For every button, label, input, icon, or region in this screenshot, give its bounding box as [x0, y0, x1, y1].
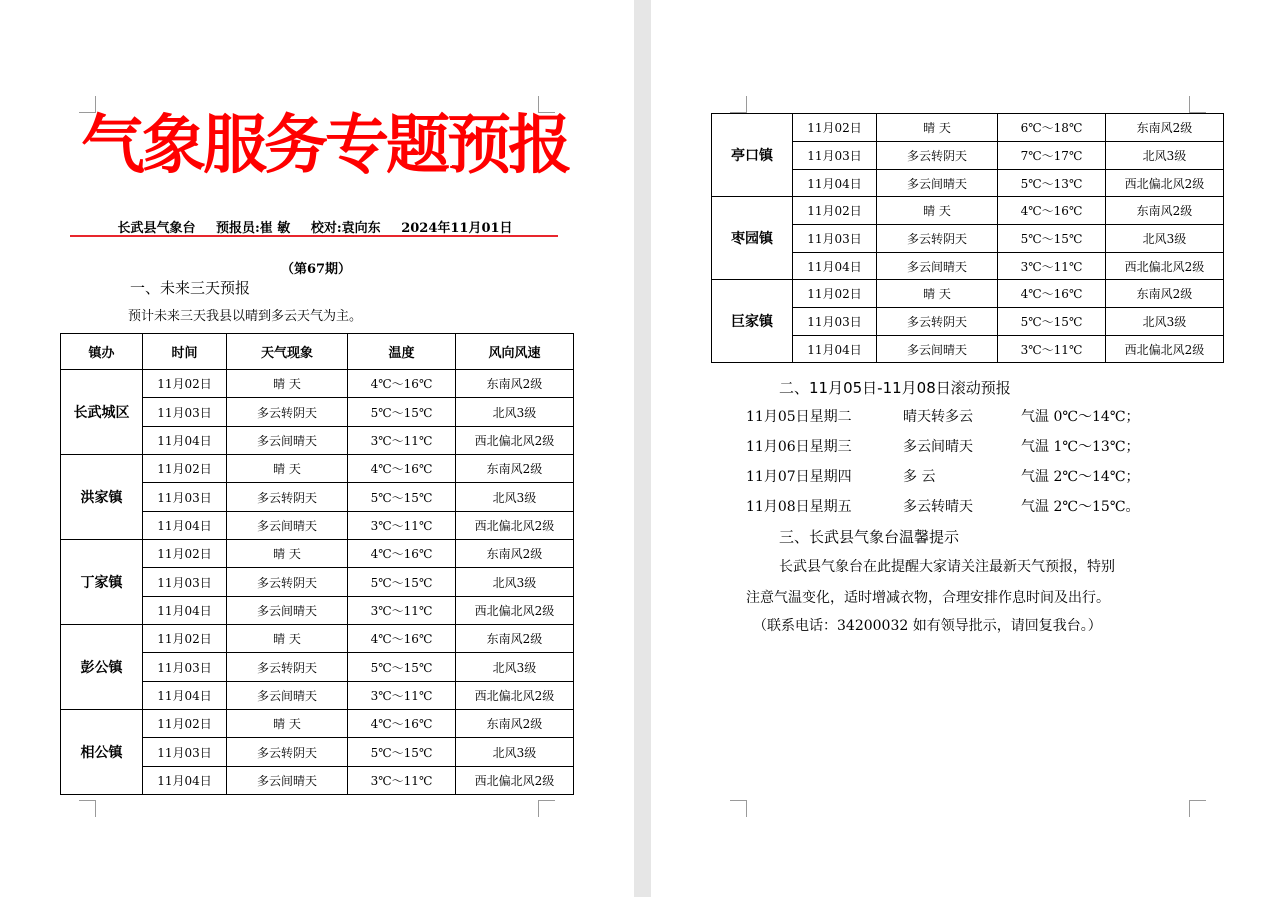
temperature-cell: 3℃～11℃	[348, 767, 456, 795]
wind-cell: 东南风2级	[456, 455, 574, 483]
temperature-cell: 4℃～16℃	[348, 540, 456, 568]
byline-org: 长武县气象台	[117, 221, 196, 236]
wind-cell: 东南风2级	[1106, 197, 1224, 225]
wind-cell: 东南风2级	[456, 370, 574, 398]
weather-cell: 多云间晴天	[877, 170, 998, 197]
date-cell: 11月04日	[793, 336, 877, 363]
weather-cell: 多云转阴天	[877, 308, 998, 336]
weather-cell: 晴 天	[877, 114, 998, 142]
weather-cell: 多云间晴天	[877, 336, 998, 363]
weather-cell: 晴 天	[227, 540, 348, 568]
weather-cell: 多云转阴天	[227, 483, 348, 512]
weather-cell: 晴 天	[227, 710, 348, 738]
section1-summary: 预计未来三天我县以晴到多云天气为主。	[128, 309, 363, 324]
wind-cell: 北风3级	[456, 568, 574, 597]
rolling-weather: 多 云	[903, 469, 936, 485]
date-cell: 11月02日	[143, 710, 227, 738]
date-cell: 11月03日	[793, 225, 877, 253]
byline	[70, 217, 560, 236]
section3-heading: 三、长武县气象台温馨提示	[779, 528, 960, 546]
weather-cell: 多云间晴天	[227, 597, 348, 625]
temperature-cell: 4℃～16℃	[998, 280, 1106, 308]
temperature-cell: 5℃～15℃	[998, 225, 1106, 253]
temperature-cell: 5℃～13℃	[998, 170, 1106, 197]
wind-cell: 西北偏北风2级	[456, 512, 574, 540]
temperature-cell: 3℃～11℃	[348, 427, 456, 455]
weather-cell: 多云转阴天	[227, 398, 348, 427]
wind-cell: 北风3级	[456, 483, 574, 512]
rolling-temp: 气温 2℃～15℃。	[1021, 499, 1140, 515]
document-page-2	[651, 0, 1284, 897]
wind-cell: 西北偏北风2级	[456, 597, 574, 625]
wind-cell: 东南风2级	[456, 710, 574, 738]
rolling-date: 11月05日星期二	[746, 409, 852, 425]
column-header: 天气现象	[227, 334, 348, 370]
rolling-date: 11月08日星期五	[746, 499, 852, 515]
tips-line-1: 长武县气象台在此提醒大家请关注最新天气预报，特别	[779, 559, 1115, 575]
weather-cell: 多云间晴天	[227, 512, 348, 540]
temperature-cell: 5℃～15℃	[348, 653, 456, 682]
rolling-temp: 气温 0℃～14℃；	[1021, 409, 1140, 425]
weather-cell: 多云间晴天	[227, 767, 348, 795]
weather-cell: 多云转阴天	[227, 568, 348, 597]
town-name: 长武城区	[61, 370, 143, 455]
town-name: 枣园镇	[712, 197, 793, 280]
weather-cell: 晴 天	[227, 370, 348, 398]
date-cell: 11月03日	[793, 308, 877, 336]
town-name: 相公镇	[61, 710, 143, 795]
temperature-cell: 4℃～16℃	[348, 710, 456, 738]
temperature-cell: 3℃～11℃	[348, 682, 456, 710]
date-cell: 11月04日	[793, 170, 877, 197]
rolling-weather: 多云转晴天	[903, 499, 973, 515]
date-cell: 11月03日	[143, 483, 227, 512]
weather-cell: 多云间晴天	[877, 253, 998, 280]
table-row	[712, 280, 1224, 308]
temperature-cell: 4℃～16℃	[348, 455, 456, 483]
temperature-cell: 5℃～15℃	[348, 738, 456, 767]
weather-cell: 晴 天	[877, 280, 998, 308]
forecast-table-page2	[711, 113, 1224, 363]
temperature-cell: 5℃～15℃	[348, 568, 456, 597]
column-header: 风向风速	[456, 334, 574, 370]
temperature-cell: 4℃～16℃	[998, 197, 1106, 225]
table-row	[61, 710, 574, 738]
date-cell: 11月02日	[793, 197, 877, 225]
wind-cell: 北风3级	[456, 738, 574, 767]
rolling-temp: 气温 1℃～13℃；	[1021, 439, 1140, 455]
header-red-rule	[70, 235, 558, 237]
table-header-row	[61, 334, 574, 370]
weather-cell: 晴 天	[877, 197, 998, 225]
weather-cell: 多云转阴天	[877, 142, 998, 170]
wind-cell: 北风3级	[1106, 308, 1224, 336]
weather-cell: 多云间晴天	[227, 427, 348, 455]
date-cell: 11月03日	[143, 653, 227, 682]
wind-cell: 北风3级	[456, 398, 574, 427]
wind-cell: 西北偏北风2级	[456, 427, 574, 455]
weather-cell: 晴 天	[227, 625, 348, 653]
town-name: 巨家镇	[712, 280, 793, 363]
wind-cell: 东南风2级	[456, 540, 574, 568]
temperature-cell: 3℃～11℃	[998, 336, 1106, 363]
crop-mark-top-left	[730, 96, 747, 113]
wind-cell: 西北偏北风2级	[1106, 336, 1224, 363]
date-cell: 11月04日	[143, 512, 227, 540]
temperature-cell: 3℃～11℃	[348, 597, 456, 625]
town-name: 亭口镇	[712, 114, 793, 197]
byline-proofreader: 校对:袁向东	[310, 221, 381, 236]
forecast-table-page1	[60, 333, 574, 795]
date-cell: 11月04日	[793, 253, 877, 280]
weather-cell: 多云间晴天	[227, 682, 348, 710]
column-header: 温度	[348, 334, 456, 370]
temperature-cell: 5℃～15℃	[998, 308, 1106, 336]
crop-mark-bottom-right	[1189, 800, 1206, 817]
crop-mark-top-right	[1189, 96, 1206, 113]
date-cell: 11月04日	[143, 682, 227, 710]
issue-number: （第67期）	[280, 262, 352, 277]
wind-cell: 西北偏北风2级	[456, 767, 574, 795]
date-cell: 11月04日	[143, 597, 227, 625]
weather-cell: 晴 天	[227, 455, 348, 483]
temperature-cell: 7℃～17℃	[998, 142, 1106, 170]
date-cell: 11月03日	[143, 738, 227, 767]
weather-cell: 多云转阴天	[877, 225, 998, 253]
column-header: 镇办	[61, 334, 143, 370]
wind-cell: 西北偏北风2级	[456, 682, 574, 710]
rolling-weather: 多云间晴天	[903, 439, 973, 455]
rolling-temp: 气温 2℃～14℃；	[1021, 469, 1140, 485]
table-row	[712, 114, 1224, 142]
date-cell: 11月02日	[143, 455, 227, 483]
wind-cell: 西北偏北风2级	[1106, 170, 1224, 197]
tips-line-2: 注意气温变化，适时增减衣物，合理安排作息时间及出行。	[746, 590, 1110, 606]
weather-cell: 多云转阴天	[227, 738, 348, 767]
section1-heading: 一、未来三天预报	[130, 279, 251, 297]
byline-forecaster: 预报员:崔 敏	[215, 221, 291, 236]
wind-cell: 北风3级	[1106, 142, 1224, 170]
weather-cell: 多云转阴天	[227, 653, 348, 682]
temperature-cell: 3℃～11℃	[998, 253, 1106, 280]
table-row	[61, 540, 574, 568]
temperature-cell: 4℃～16℃	[348, 370, 456, 398]
rolling-date: 11月07日星期四	[746, 469, 852, 485]
contact-line: （联系电话：34200032 如有领导批示，请回复我台。）	[753, 618, 1102, 634]
date-cell: 11月03日	[143, 568, 227, 597]
date-cell: 11月03日	[143, 398, 227, 427]
table-row	[61, 370, 574, 398]
table-row	[61, 625, 574, 653]
table-row	[712, 197, 1224, 225]
section2-heading: 二、11月05日-11月08日滚动预报	[779, 379, 1011, 397]
wind-cell: 东南风2级	[1106, 114, 1224, 142]
date-cell: 11月02日	[143, 370, 227, 398]
wind-cell: 北风3级	[456, 653, 574, 682]
byline-date: 2024年11月01日	[401, 221, 513, 236]
rolling-weather: 晴天转多云	[903, 409, 973, 425]
crop-mark-bottom-right	[538, 800, 555, 817]
document-title: 气象服务专题预报	[81, 108, 569, 183]
crop-mark-bottom-left	[730, 800, 747, 817]
date-cell: 11月04日	[143, 767, 227, 795]
column-header: 时间	[143, 334, 227, 370]
document-page-1	[0, 0, 634, 897]
wind-cell: 西北偏北风2级	[1106, 253, 1224, 280]
table-row	[61, 455, 574, 483]
temperature-cell: 5℃～15℃	[348, 483, 456, 512]
wind-cell: 东南风2级	[456, 625, 574, 653]
date-cell: 11月02日	[143, 540, 227, 568]
temperature-cell: 5℃～15℃	[348, 398, 456, 427]
date-cell: 11月02日	[793, 114, 877, 142]
crop-mark-bottom-left	[79, 800, 96, 817]
date-cell: 11月03日	[793, 142, 877, 170]
date-cell: 11月02日	[143, 625, 227, 653]
town-name: 丁家镇	[61, 540, 143, 625]
wind-cell: 北风3级	[1106, 225, 1224, 253]
temperature-cell: 3℃～11℃	[348, 512, 456, 540]
date-cell: 11月02日	[793, 280, 877, 308]
town-name: 洪家镇	[61, 455, 143, 540]
wind-cell: 东南风2级	[1106, 280, 1224, 308]
temperature-cell: 6℃～18℃	[998, 114, 1106, 142]
rolling-date: 11月06日星期三	[746, 439, 852, 455]
date-cell: 11月04日	[143, 427, 227, 455]
town-name: 彭公镇	[61, 625, 143, 710]
temperature-cell: 4℃～16℃	[348, 625, 456, 653]
